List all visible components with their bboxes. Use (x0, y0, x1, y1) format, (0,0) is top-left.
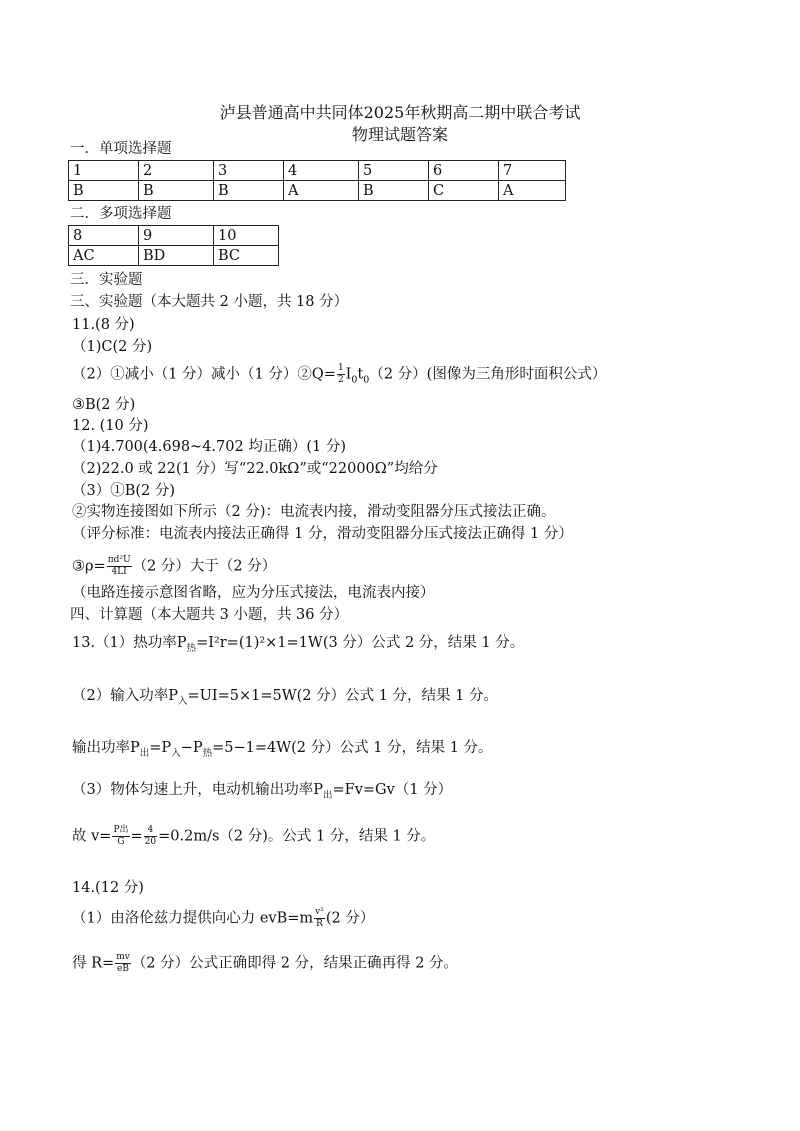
q13-output-power (72, 741, 493, 758)
fraction-denominator: R (316, 919, 323, 929)
text-span: =P (149, 740, 172, 756)
table-cell: B (69, 181, 139, 201)
table-row (69, 226, 279, 246)
q12-part1: （1)4.700(4.698~4.702 均正确）(1 分) (72, 439, 346, 455)
q14-part1 (72, 908, 374, 929)
fraction-denominator: 2 (337, 375, 344, 385)
fraction (112, 826, 129, 847)
table-cell: 10 (214, 226, 279, 246)
text-span: t (357, 366, 364, 383)
table-cell: 9 (139, 226, 214, 246)
q11-title: 11.(8 分) (72, 317, 135, 333)
fraction-denominator: 20 (144, 837, 157, 847)
text-span: （2 分）大于（2 分） (132, 558, 277, 575)
table-cell: BD (139, 246, 214, 266)
subscript: 0 (351, 374, 358, 386)
q14-title: 14.(12 分) (72, 880, 144, 896)
subscript: 入 (171, 747, 181, 759)
q14-radius (72, 953, 458, 974)
subscript: 入 (177, 695, 188, 707)
text-span: （1）由洛伦兹力提供向心力 evB=m (72, 910, 314, 927)
q12-title: 12. (10 分) (72, 418, 149, 434)
table-row (69, 246, 279, 266)
text-span: 得 R= (72, 955, 115, 972)
table-cell: 2 (139, 161, 214, 181)
fraction-numerator: πd²U (107, 555, 131, 565)
text-span: I (345, 366, 352, 383)
table-cell: BC (214, 246, 279, 266)
table-row (69, 181, 566, 201)
text-span: （3）物体匀速上升，电动机输出功率P (72, 782, 323, 798)
q13-velocity (72, 826, 435, 847)
text-span: =0.2m/s（2 分)。公式 1 分，结果 1 分。 (158, 828, 436, 845)
text-span: 输出功率P (72, 740, 140, 756)
q12-circuit-note: （电路连接示意图省略，应为分压式接法，电流表内接） (72, 585, 435, 601)
table-cell: 5 (359, 161, 429, 181)
text-span: −P (180, 740, 203, 756)
fraction (107, 556, 132, 577)
subscript: 出 (322, 789, 333, 801)
text-span: ③ρ= (72, 558, 106, 575)
section1-heading: 一．单项选择题 (70, 141, 172, 157)
fraction-denominator: G (117, 837, 125, 847)
q11-part3: ③B(2 分) (72, 397, 136, 413)
table-cell: 7 (499, 161, 566, 181)
table-cell: B (214, 181, 284, 201)
q13-part1 (72, 636, 524, 653)
text-span: 故 v= (72, 828, 112, 845)
table-row (69, 161, 566, 181)
q12-part4: ②实物连接图如下所示（2 分)：电流表内接，滑动变阻器分压式接法正确。 (72, 504, 556, 520)
section2-heading: 二．多项选择题 (70, 206, 172, 222)
text-span: （2 分）公式正确即得 2 分，结果正确再得 2 分。 (131, 955, 459, 972)
fraction-numerator: 4 (144, 826, 157, 837)
table-cell: B (139, 181, 214, 201)
q12-part6 (72, 556, 276, 577)
fraction-denominator: 4LI (111, 567, 127, 577)
text-span: 13.（1）热功率P (72, 635, 187, 651)
q13-part2 (72, 689, 498, 706)
q11-part2 (72, 364, 606, 385)
subscript: 0 (363, 374, 370, 386)
table-cell: A (284, 181, 359, 201)
fraction (337, 364, 345, 385)
q11-part1: （1)C(2 分) (72, 339, 153, 355)
text-span: （2 分）(图像为三角形时面积公式） (369, 366, 607, 383)
text-span: =I²r=(1)²×1=1W(3 分）公式 2 分，结果 1 分。 (196, 635, 525, 651)
exam-title: 泸县普通高中共同体2025年秋期高二期中联合考试 (219, 103, 581, 122)
subscript: 热 (186, 642, 197, 654)
table-cell: 1 (69, 161, 139, 181)
subscript: 出 (139, 747, 150, 759)
fraction-numerator: 1 (337, 363, 344, 373)
multiple-choice-table (68, 225, 279, 266)
q13-part3 (72, 783, 452, 800)
text-span: （2）①减小（1 分）减小（1 分）②Q= (72, 366, 336, 383)
table-cell: 6 (429, 161, 499, 181)
text-span: = (130, 828, 143, 845)
section3-subheading: 三、实验题（本大题共 2 小题，共 18 分） (70, 294, 349, 310)
q12-part3: （3）①B(2 分) (72, 483, 176, 499)
exam-subtitle: 物理试题答案 (351, 125, 448, 144)
fraction-numerator: P出 (113, 825, 129, 835)
table-cell: C (429, 181, 499, 201)
fraction (314, 908, 325, 929)
table-cell: 4 (284, 161, 359, 181)
text-span: =5−1=4W(2 分）公式 1 分，结果 1 分。 (212, 740, 493, 756)
section4-heading: 四、计算题（本大题共 3 小题，共 36 分） (70, 607, 349, 623)
fraction-numerator: v² (315, 907, 324, 917)
text-span: =Fv=Gv（1 分） (332, 782, 453, 798)
table-cell: B (359, 181, 429, 201)
text-span: （2）输入功率P (72, 688, 178, 704)
fraction-denominator: eB (117, 964, 129, 974)
single-choice-table (68, 160, 566, 201)
text-span: (2 分） (325, 910, 375, 927)
fraction (115, 953, 131, 974)
subscript: 热 (202, 747, 213, 759)
fraction-numerator: mv (116, 952, 130, 962)
q12-part2: （2)22.0 或 22(1 分）写“22.0kΩ”或“22000Ω”均给分 (72, 461, 438, 477)
fraction (144, 826, 157, 847)
q12-scoring-note: （评分标准：电流表内接法正确得 1 分，滑动变阻器分压式接法正确得 1 分） (72, 526, 573, 542)
table-cell: 3 (214, 161, 284, 181)
section3-heading: 三．实验题 (70, 272, 143, 288)
table-cell: 8 (69, 226, 139, 246)
table-cell: A (499, 181, 566, 201)
text-span: =UI=5×1=5W(2 分）公式 1 分，结果 1 分。 (187, 688, 499, 704)
table-cell: AC (69, 246, 139, 266)
